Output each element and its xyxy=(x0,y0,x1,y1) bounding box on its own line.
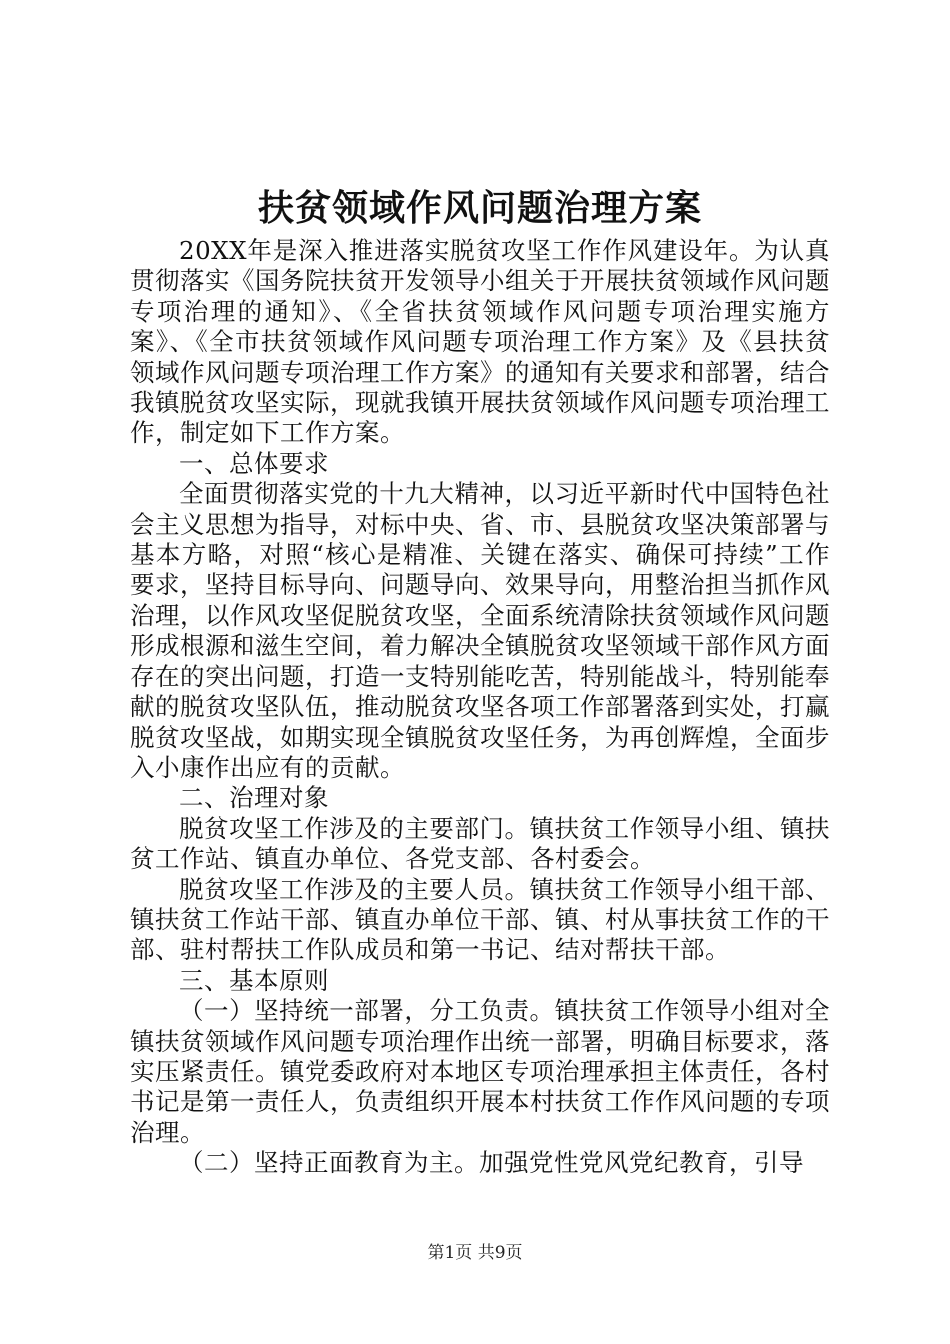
page-number-footer: 第1页 共9页 xyxy=(427,1243,523,1263)
principle-one-paragraph: （一）坚持统一部署，分工负责。镇扶贫工作领导小组对全镇扶贫领域作风问题专项治理作出统一部署，明确目标要求，落实压紧责任。镇党委政府对本地区专项治理承担主体责任，各村书记是第一责任人，负责组织开展本村扶贫工作作风问题的专项治理。 xyxy=(130,996,830,1147)
section-heading-governance-targets: 二、治理对象 xyxy=(179,783,329,813)
intro-paragraph: 20XX年是深入推进落实脱贫攻坚工作作风建设年。为认真贯彻落实《国务院扶贫开发领导小组关于开展扶贫领域作风问题专项治理的通知》、《全省扶贫领域作风问题专项治理实施方案》、《全市扶贫领域作风问题专项治理工作方案》及《县扶贫领域作风问题专项治理工作方案》的通知有关要求和部署，结合我镇脱贫攻坚实际，现就我镇开展扶贫领域作风问题专项治理工作，制定如下工作方案。 xyxy=(130,236,830,448)
section-heading-basic-principles: 三、基本原则 xyxy=(179,965,329,995)
general-requirements-paragraph: 全面贯彻落实党的十九大精神，以习近平新时代中国特色社会主义思想为指导，对标中央、省、市、县脱贫攻坚决策部署与基本方略，对照“核心是精准、关键在落实、确保可持续”工作要求，坚持目标导向、问题导向、效果导向，用整治担当抓作风治理，以作风攻坚促脱贫攻坚，全面系统清除扶贫领域作风问题形成根源和滋生空间，着力解决全镇脱贫攻坚领域干部作风方面存在的突出问题，打造一支特别能吃苦，特别能战斗，特别能奉献的脱贫攻坚队伍，推动脱贫攻坚各项工作部署落到实处，打赢脱贫攻坚战，如期实现全镇脱贫攻坚任务，为再创辉煌，全面步入小康作出应有的贡献。 xyxy=(130,479,830,782)
principle-two-paragraph: （二）坚持正面教育为主。加强党性党风党纪教育，引导 xyxy=(179,1148,804,1178)
document-title: 扶贫领域作风问题治理方案 xyxy=(257,187,702,229)
targets-departments-paragraph: 脱贫攻坚工作涉及的主要部门。镇扶贫工作领导小组、镇扶贫工作站、镇直办单位、各党支部、各村委会。 xyxy=(130,813,830,874)
section-heading-general-requirements: 一、总体要求 xyxy=(179,448,329,478)
document-body xyxy=(130,236,830,1179)
targets-personnel-paragraph: 脱贫攻坚工作涉及的主要人员。镇扶贫工作领导小组干部、镇扶贫工作站干部、镇直办单位干部、镇、村从事扶贫工作的干部、驻村帮扶工作队成员和第一书记、结对帮扶干部。 xyxy=(130,874,830,965)
